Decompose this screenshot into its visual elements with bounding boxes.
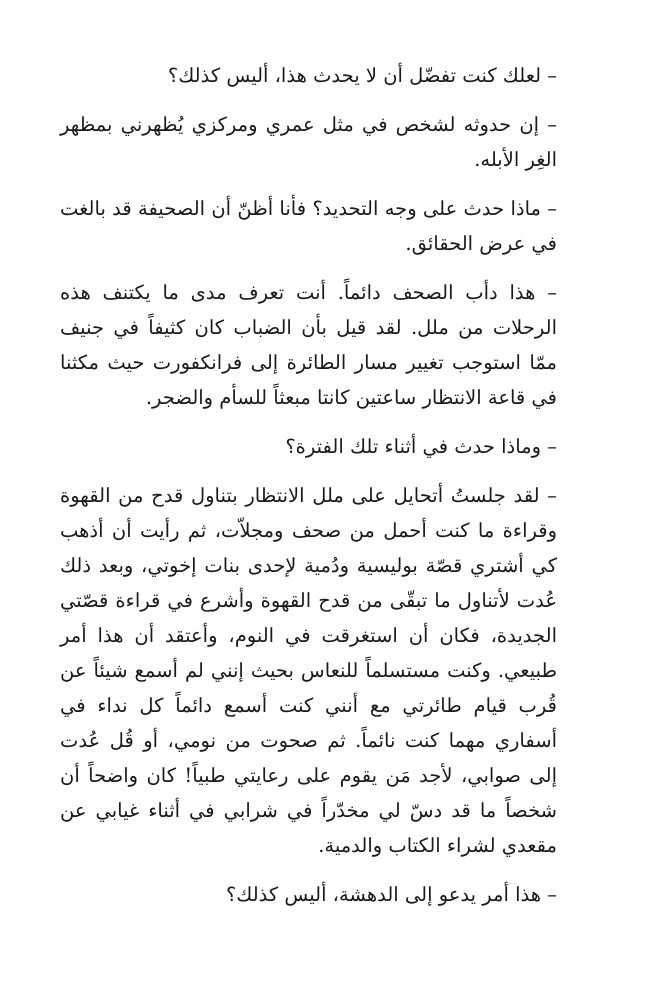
dialogue-line-6: – لقد جلستُ أتحايل على ملل الانتظار بتناول قدح من القهوة وقراءة ما كنت أحمل من صحف ومجلاّت، ثم رأيت أن أذهب كي أشتري قصّة بوليسية ودُمية لإحدى بنات إخوتي، وبعد ذلك عُدت لأتناول ما تبقّى من قدح القهوة وأشرع في قراءة قصّتي الجديدة، فكان أن استغرقت في النوم، وأعتقد أن هذا أمر طبيعي. وكنت مستسلماً للنعاس بحيث إنني لم أسمع شيئاً عن قُرب قيام طائرتي مع أنني كنت أسمع دائماً كل نداء في أسفاري مهما كنت نائماً. ثم صحوت من نومي، أو قُل عُدت إلى صوابي، لأجد مَن يقوم على رعايتي طبياً! كان واضحاً أن شخصاً ما قد دسّ لي مخدّراً في شرابي في أثناء غيابي عن مقعدي لشراء الكتاب والدمية. (60, 484, 557, 857)
dialogue-line-1: – لعلك كنت تفضّل أن لا يحدث هذا، أليس كذلك؟ (167, 64, 557, 87)
dialogue-line-4: – هذا دأب الصحف دائماً. أنت تعرف مدى ما يكتنف هذه الرحلات من ملل. لقد قيل بأن الضباب كان كثيفاً في جنيف ممّا استوجب تغيير مسار الطائرة إلى فرانكفورت حيث مكثنا في قاعة الانتظار ساعتين كانتا مبعثاً للسأم والضجر. (60, 281, 557, 409)
book-page (60, 58, 579, 926)
dialogue-line-2: – إن حدوثه لشخص في مثل عمري ومركزي يُظهرني بمظهر الغِر الأبله. (60, 113, 557, 171)
dialogue-line-7: – هذا أمر يدعو إلى الدهشة، أليس كذلك؟ (225, 883, 557, 906)
dialogue-line-5: – وماذا حدث في أثناء تلك الفترة؟ (285, 435, 557, 458)
dialogue-line-3: – ماذا حدث على وجه التحديد؟ فأنا أظنّ أن الصحيفة قد بالغت في عرض الحقائق. (60, 197, 557, 255)
